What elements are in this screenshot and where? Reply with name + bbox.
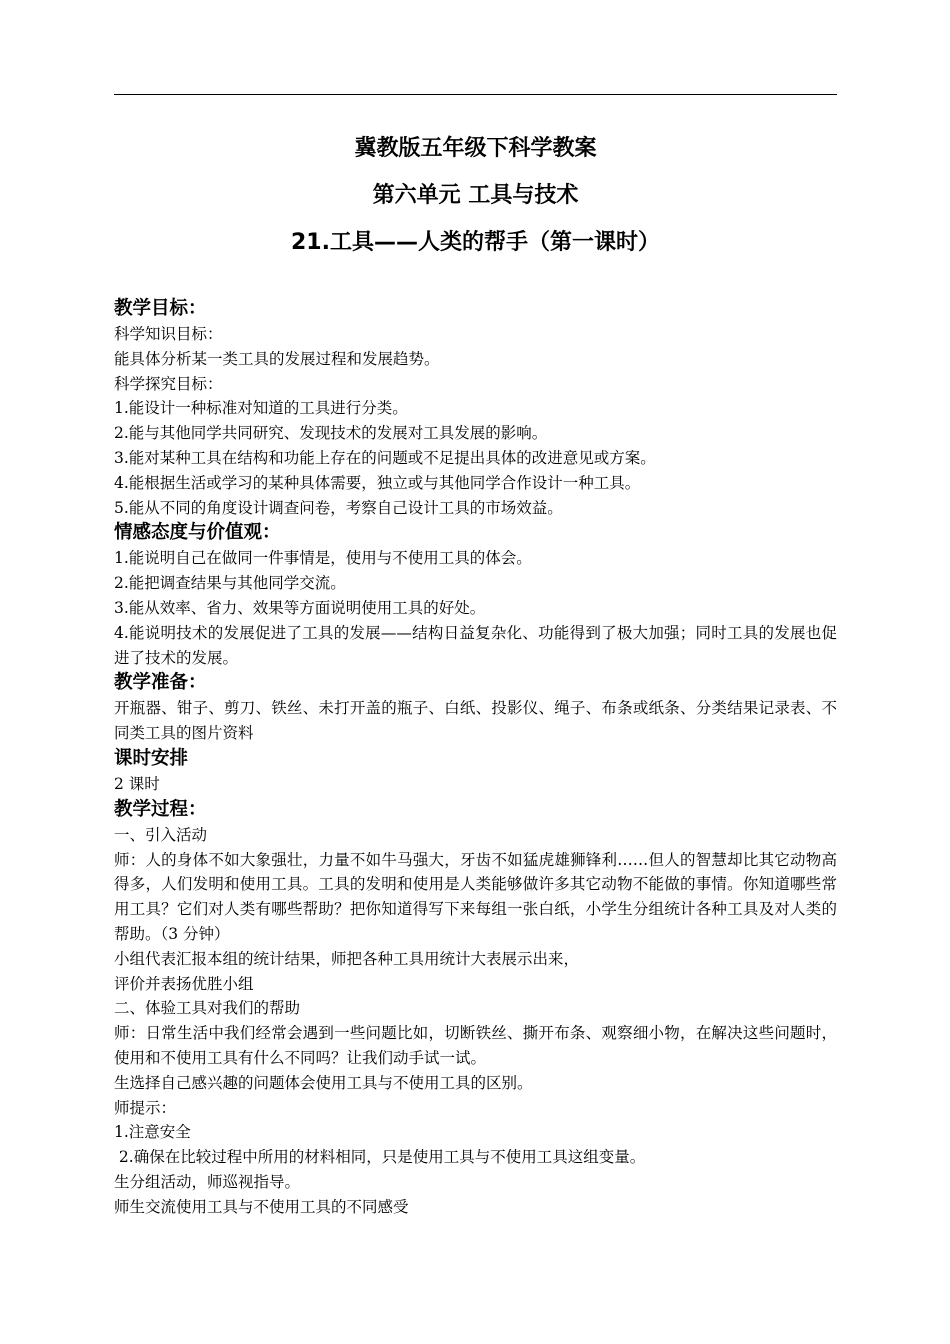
inquiry-goal-item: 1.能设计一种标准对知道的工具进行分类。 bbox=[114, 399, 408, 418]
inquiry-goal-item: 3.能对某种工具在结构和功能上存在的问题或不足提出具体的改进意见或方案。 bbox=[114, 448, 656, 467]
attitude-item: 4.能说明技术的发展促进了工具的发展——结构日益复杂化、功能得到了极大加强；同时工具的发展也促进了技术的发展。 bbox=[114, 623, 837, 667]
process-part1-title: 一、引入活动 bbox=[114, 825, 208, 844]
inquiry-goal-item: 5.能从不同的角度设计调查问卷，考察自己设计工具的市场效益。 bbox=[114, 498, 563, 517]
inquiry-goal-item: 4.能根据生活或学习的某种具体需要，独立或与其他同学合作设计一种工具。 bbox=[114, 473, 641, 492]
process-part1-paragraph: 师：人的身体不如大象强壮，力量不如牛马强大，牙齿不如猛虎雄狮锋利……但人的智慧却比其它动物高得多，人们发明和使用工具。工具的发明和使用是人类能够做许多其它动物不能做的事情。你知道哪些常用工具？它们对人类有哪些帮助？把你知道得写下来每组一张白纸，小学生分组统计各种工具及对人类的帮助。（3 分钟） bbox=[114, 850, 837, 943]
knowledge-goal-label: 科学知识目标： bbox=[114, 325, 223, 343]
process-part1-paragraph: 评价并表扬优胜小组 bbox=[114, 974, 254, 993]
header-rule bbox=[114, 94, 837, 95]
section-heading-attitude: 情感态度与价值观： bbox=[114, 522, 281, 544]
knowledge-goal-text: 能具体分析某一类工具的发展过程和发展趋势。 bbox=[114, 349, 440, 368]
schedule-text: 2 课时 bbox=[114, 774, 160, 793]
attitude-item: 2.能把调查结果与其他同学交流。 bbox=[114, 574, 346, 593]
section-heading-schedule: 课时安排 bbox=[114, 747, 189, 769]
attitude-item: 3.能从效率、省力、效果等方面说明使用工具的好处。 bbox=[114, 598, 486, 617]
unit-title: 第六单元 工具与技术 bbox=[372, 183, 579, 208]
attitude-item: 1.能说明自己在做同一件事情是，使用与不使用工具的体会。 bbox=[114, 549, 532, 568]
process-part2-title: 二、体验工具对我们的帮助 bbox=[114, 999, 301, 1018]
process-tip-item: 2.确保在比较过程中所用的材料相同，只是使用工具与不使用工具这组变量。 bbox=[114, 1148, 646, 1167]
document-title: 冀教版五年级下科学教案 bbox=[354, 136, 597, 161]
lesson-title: 21.工具——人类的帮手（第一课时） bbox=[291, 230, 660, 255]
process-tip-item: 1.注意安全 bbox=[114, 1123, 191, 1142]
section-heading-prep: 教学准备： bbox=[114, 672, 207, 694]
inquiry-goal-label: 科学探究目标： bbox=[114, 374, 223, 393]
process-part2-paragraph: 生分组活动，师巡视指导。 bbox=[114, 1172, 301, 1191]
inquiry-goal-item: 2.能与其他同学共同研究、发现技术的发展对工具发展的影响。 bbox=[114, 424, 548, 443]
process-part2-paragraph: 师：日常生活中我们经常会遇到一些问题比如，切断铁丝、撕开布条、观察细小物，在解决这些问题时，使用和不使用工具有什么不同吗？让我们动手试一试。 bbox=[114, 1024, 837, 1067]
title-block bbox=[114, 128, 837, 273]
document-body bbox=[114, 296, 837, 1220]
section-heading-process: 教学过程： bbox=[114, 798, 207, 820]
process-part2-paragraph: 生选择自己感兴趣的问题体会使用工具与不使用工具的区别。 bbox=[114, 1073, 533, 1092]
prep-text: 开瓶器、钳子、剪刀、铁丝、未打开盖的瓶子、白纸、投影仪、绳子、布条或纸条、分类结果记录表、不同类工具的图片资料 bbox=[114, 699, 837, 743]
process-part1-paragraph: 小组代表汇报本组的统计结果，师把各种工具用统计大表展示出来， bbox=[114, 949, 580, 968]
process-part2-paragraph: 师提示： bbox=[114, 1098, 177, 1117]
section-heading-goals: 教学目标： bbox=[114, 298, 207, 319]
process-part2-paragraph: 师生交流使用工具与不使用工具的不同感受 bbox=[114, 1197, 409, 1216]
